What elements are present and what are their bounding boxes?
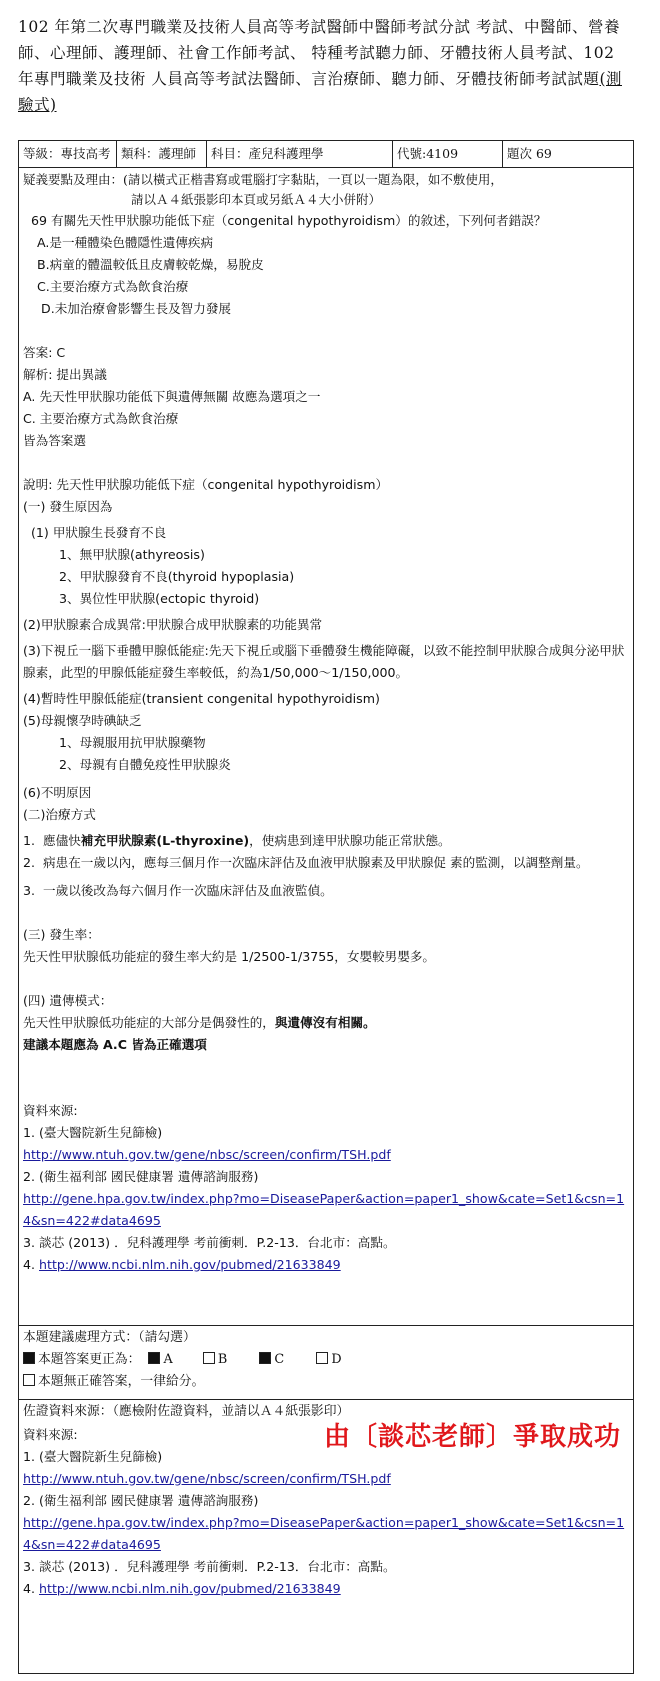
cause-2: (2)甲狀腺素合成異常:甲狀腺合成甲狀腺素的功能異常 bbox=[23, 617, 323, 632]
reference-label: 1. (臺大醫院新生兒篩檢) bbox=[23, 1125, 163, 1140]
no-answer-label: 本題無正確答案，一律給分。 bbox=[38, 1374, 205, 1389]
appeal-content bbox=[19, 210, 633, 1326]
suggestion: 建議本題應為 A.C 皆為正確選項 bbox=[23, 1037, 207, 1052]
form-header-row bbox=[19, 141, 633, 168]
handling-title: 本題建議處理方式：（請勾選） bbox=[23, 1330, 196, 1345]
analysis-point-c: C. 主要治療方式為飲食治療 bbox=[23, 411, 179, 426]
reference-label: 1. (臺大醫院新生兒篩檢) bbox=[23, 1449, 163, 1464]
category-cell: 類科：護理師 bbox=[117, 141, 207, 167]
cause-1: (1) 甲狀腺生長發育不良 bbox=[31, 525, 167, 540]
analysis-point-a: A. 先天性甲狀腺功能低下與遺傳無關 故應為選項之一 bbox=[23, 389, 321, 404]
option-c-label: C bbox=[274, 1352, 285, 1367]
no-answer-checkbox[interactable] bbox=[23, 1374, 35, 1386]
treatment-item bbox=[23, 852, 627, 874]
code-cell: 代號:4109 bbox=[393, 141, 503, 167]
analysis-conclusion: 皆為答案選 bbox=[23, 433, 86, 448]
option-d-label: D bbox=[331, 1352, 342, 1367]
inheritance-text-plain: 先天性甲狀腺低功能症的大部分是偶發性的， bbox=[23, 1015, 275, 1030]
option-d-checkbox[interactable] bbox=[316, 1352, 328, 1364]
cause-3: (3)下視丘一腦下垂體甲腺低能症:先天下視丘或腦下垂體發生機能障礙，以致不能控制甲狀腺合成與分泌甲狀腺素，此型的甲腺低能症發生率較低，約為1/50,000～1/150,000。 bbox=[23, 643, 625, 680]
exam-title-main: 102 年第二次專門職業及技術人員高等考試醫師中醫師考試分試 考試、中醫師、營養師、心理師、護理師、社會工作師考試、 特種考試聽力師、牙體技術人員考試、102 年專門職業及技術 人員高等考試法醫師、言治療師、聽力師、牙體技術師考試試題 bbox=[18, 18, 620, 88]
treatment-item-number: 2. bbox=[23, 855, 36, 870]
reference-link[interactable]: http://www.ncbi.nlm.nih.gov/pubmed/21633849 bbox=[39, 1581, 341, 1596]
treatment-item bbox=[23, 880, 627, 902]
reference-label: 2. (衛生福利部 國民健康署 遺傳諮詢服務) bbox=[23, 1169, 259, 1184]
treatment-item-number: 3. bbox=[23, 883, 36, 898]
no-answer-row bbox=[23, 1371, 629, 1393]
success-stamp: 由〔談芯老師〕爭取成功 bbox=[323, 1422, 621, 1452]
treatment-item-text: ，使病患到達甲狀腺功能正常狀態。 bbox=[249, 833, 451, 848]
subject-cell: 科目：產兒科護理學 bbox=[207, 141, 393, 167]
answer-change-label: 本題答案更正為： bbox=[38, 1352, 141, 1367]
option-a-label: A bbox=[163, 1352, 173, 1367]
question-stem: 69 有關先天性甲狀腺功能低下症（congenital hypothyroidism）的敘述，下列何者錯誤？ bbox=[31, 213, 547, 228]
treatment-item-text: 應儘快 bbox=[43, 833, 81, 848]
reference-link[interactable]: http://gene.hpa.gov.tw/index.php?mo=DiseasePaper&action=paper1_show&cate=Set1&csn=14&sn=422#data4695 bbox=[23, 1191, 625, 1228]
inheritance-title: (四) 遺傳模式： bbox=[23, 993, 113, 1008]
cause-1-item: 1、無甲狀腺(athyreosis) bbox=[59, 547, 205, 562]
reference-label: 4. bbox=[23, 1581, 40, 1596]
level-cell: 等級：專技高考 bbox=[19, 141, 117, 167]
reference-link[interactable]: http://www.ntuh.gov.tw/gene/nbsc/screen/confirm/TSH.pdf bbox=[23, 1147, 391, 1162]
answer-change-checkbox[interactable] bbox=[23, 1352, 35, 1364]
cause-1-item: 3、異位性甲狀腺(ectopic thyroid) bbox=[59, 591, 260, 606]
option-a-checkbox[interactable] bbox=[148, 1352, 160, 1364]
reference-link[interactable]: http://gene.hpa.gov.tw/index.php?mo=DiseasePaper&action=paper1_show&cate=Set1&csn=14&sn=422#data4695 bbox=[23, 1515, 625, 1552]
reference-label: 3. 談芯 (2013) ．兒科護理學 考前衝刺．P.2-13．台北市：高點。 bbox=[23, 1559, 396, 1574]
treatment-item-text: 病患在一歲以內，應每三個月作一次臨床評估及血液甲狀腺素及甲狀腺促 素的監測，以調整劑量。 bbox=[43, 855, 589, 870]
cause-6: (6)不明原因 bbox=[23, 785, 92, 800]
analysis-title: 解析: 提出異議 bbox=[23, 367, 107, 382]
treatment-item bbox=[23, 830, 627, 852]
question-option-b: B.病童的體溫較低且皮膚較乾燥，易脫皮 bbox=[37, 257, 264, 272]
reference-label: 4. bbox=[23, 1257, 40, 1272]
dispute-line-2: 請以Ａ４紙張影印本頁或另紙Ａ４大小併附） bbox=[131, 192, 382, 207]
option-b-checkbox[interactable] bbox=[203, 1352, 215, 1364]
incidence-title: (三) 發生率： bbox=[23, 927, 100, 942]
treatment-item-number: 1. bbox=[23, 833, 36, 848]
evidence-source-title: 資料來源: bbox=[23, 1427, 78, 1442]
cause-5: (5)母親懷孕時碘缺乏 bbox=[23, 713, 142, 728]
cause-5-item: 1、母親服用抗甲狀腺藥物 bbox=[59, 735, 206, 750]
exam-title-suffix: (測驗式) bbox=[18, 70, 622, 114]
reference-link[interactable]: http://www.ntuh.gov.tw/gene/nbsc/screen/confirm/TSH.pdf bbox=[23, 1471, 391, 1486]
option-b-label: B bbox=[217, 1352, 228, 1367]
cause-1-item: 2、甲狀腺發育不良(thyroid hypoplasia) bbox=[59, 569, 295, 584]
cause-4: (4)暫時性甲腺低能症(transient congenital hypothyroidism) bbox=[23, 691, 380, 706]
treatment-item-bold: 補充甲狀腺素(L-thyroxine) bbox=[80, 833, 250, 848]
question-option-c: C.主要治療方式為飲食治療 bbox=[37, 279, 189, 294]
evidence-title: 佐證資料來源：（應檢附佐證資料，並請以Ａ４紙張影印） bbox=[23, 1404, 350, 1419]
incidence-text: 先天性甲狀腺低功能症的發生率大約是 1/2500-1/3755，女嬰較男嬰多。 bbox=[23, 949, 436, 964]
answer-line: 答案: C bbox=[23, 345, 66, 360]
cause-title: (一) 發生原因為 bbox=[23, 499, 113, 514]
question-number-cell: 題次 69 bbox=[507, 146, 552, 161]
dispute-instructions bbox=[19, 168, 633, 210]
explanation-title: 說明: 先天性甲狀腺功能低下症（congenital hypothyroidism） bbox=[23, 477, 389, 492]
exam-title bbox=[18, 14, 634, 118]
inheritance-text bbox=[23, 1012, 627, 1034]
reference-label: 3. 談芯 (2013) ．兒科護理學 考前衝刺．P.2-13．台北市：高點。 bbox=[23, 1235, 396, 1250]
question-option-a: A.是一種體染色體隱性遺傳疾病 bbox=[37, 235, 214, 250]
references-title: 資料來源: bbox=[23, 1103, 78, 1118]
reference-link[interactable]: http://www.ncbi.nlm.nih.gov/pubmed/21633849 bbox=[39, 1257, 341, 1272]
question-option-d: D.未加治療會影響生長及智力發展 bbox=[41, 301, 232, 316]
handling-section bbox=[19, 1326, 633, 1400]
treatment-title: (二)治療方式 bbox=[23, 807, 96, 822]
cause-5-item: 2、母親有自體免疫性甲狀腺炎 bbox=[59, 757, 231, 772]
treatment-item-text: 一歲以後改為每六個月作一次臨床評估及血液監偵。 bbox=[43, 883, 333, 898]
dispute-line-1: 疑義要點及理由：(請以橫式正楷書寫或電腦打字黏貼，一頁以一題為限，如不敷使用， bbox=[23, 172, 503, 187]
evidence-section bbox=[19, 1400, 633, 1600]
appeal-form bbox=[18, 140, 634, 1674]
option-c-checkbox[interactable] bbox=[259, 1352, 271, 1364]
answer-change-row bbox=[23, 1349, 629, 1371]
inheritance-text-bold: 與遺傳沒有相關。 bbox=[274, 1015, 376, 1030]
reference-label: 2. (衛生福利部 國民健康署 遺傳諮詢服務) bbox=[23, 1493, 259, 1508]
